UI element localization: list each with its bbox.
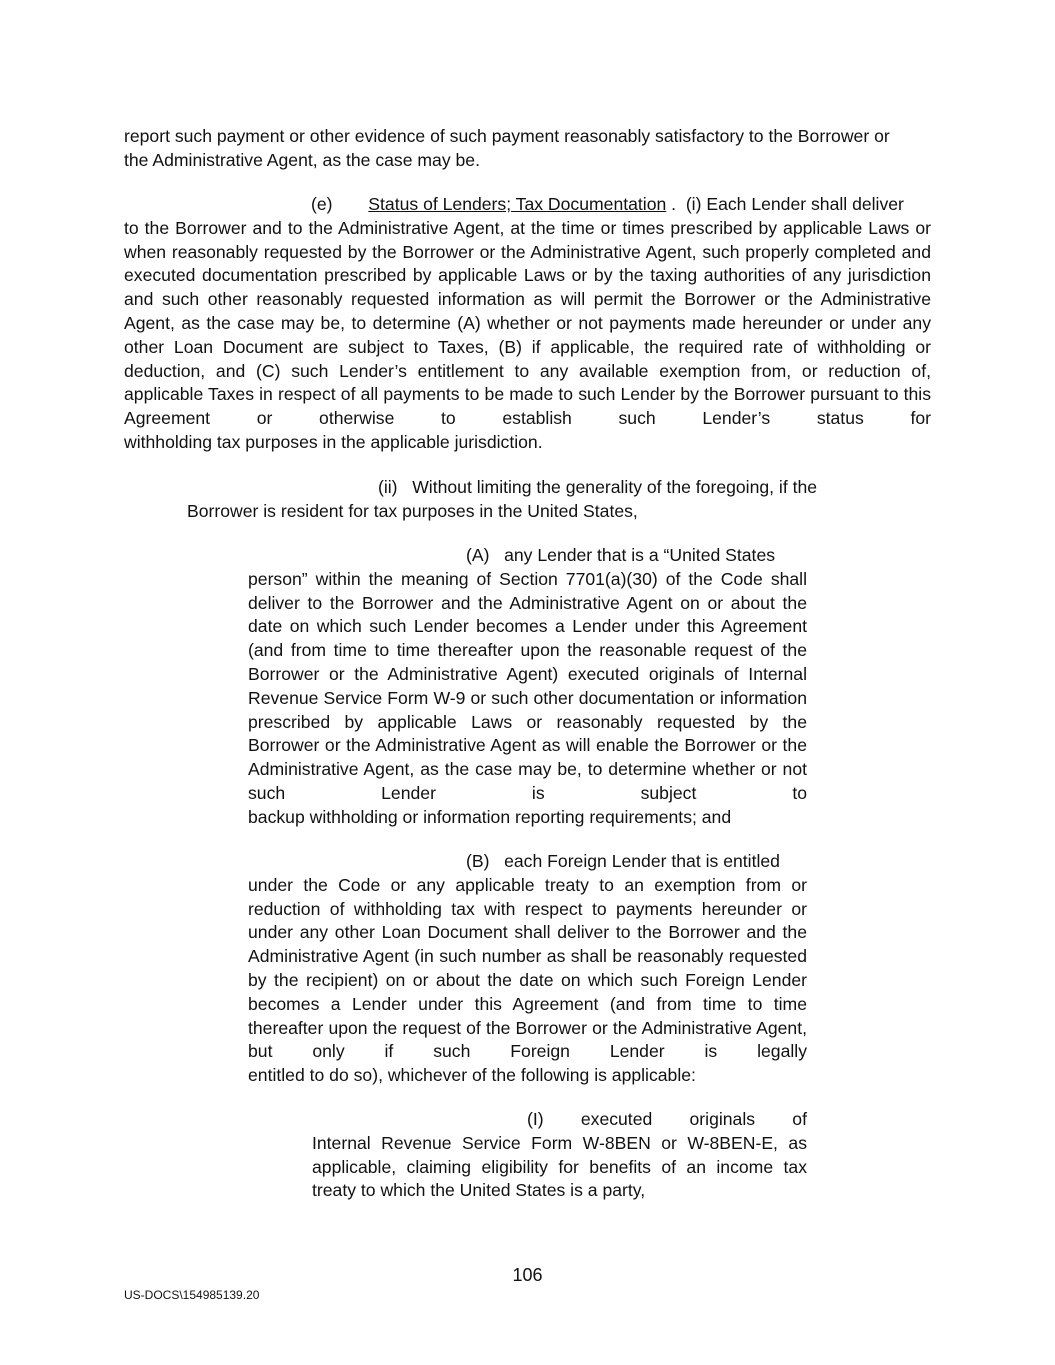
section-b-paragraph xyxy=(248,850,807,1088)
section-i-word-3: of xyxy=(792,1109,807,1129)
section-e-label: (e) xyxy=(311,194,333,214)
document-id: US-DOCS\154985139.20 xyxy=(124,1288,260,1302)
section-a-body: person” within the meaning of Section 7701(a)(30) of the Code shall deliver to the Borrower and the Administrative Agent on or about the date on which such Lender becomes a Lender under this Agreement (and from time to time thereafter upon the reasonable request of the Borrower or the Administrative Agent) executed originals of Internal Revenue Service Form W-9 or such other documentation or information prescribed by applicable Laws or reasonably requested by the Borrower or the Administrative Agent as will enable the Borrower or the Administrative Agent, as the case may be, to determine whether or not such Lender is subject to xyxy=(248,568,807,803)
page-number: 106 xyxy=(512,1265,543,1285)
section-i-word-1: executed xyxy=(580,1109,653,1129)
section-i-label: (I) xyxy=(527,1109,544,1129)
section-e-body: to the Borrower and to the Administrative Agent, at the time or times prescribed by applicable Laws or when reasonably requested by the Borrower or the Administrative Agent, such properly completed and executed documentation prescribed by applicable Laws or by the taxing authorities of any jurisdiction and such other reasonably requested information as will permit the Borrower or the Administrative Agent, as the case may be, to determine (A) whether or not payments made hereunder or under any other Loan Document are subject to Taxes, (B) if applicable, the required rate of withholding or deduction, and (C) such Lender’s entitlement to any available exemption from, or reduction of, applicable Taxes in respect of all payments to be made to such Lender by the Borrower pursuant to this Agreement or otherwise to establish such Lender’s status for xyxy=(124,217,931,429)
section-e-paragraph xyxy=(124,193,931,455)
section-i-last-line: treaty to which the United States is a party, xyxy=(312,1180,646,1201)
section-i-word-2: originals xyxy=(689,1109,756,1129)
section-a-last-line: backup withholding or information reporting requirements; and xyxy=(248,806,732,827)
section-i-body: Internal Revenue Service Form W-8BEN or W-8BEN-E, as applicable, claiming eligibility for benefits of an income tax xyxy=(312,1132,807,1177)
section-a-paragraph xyxy=(248,544,807,830)
section-b-first-line: (B) each Foreign Lender that is entitled xyxy=(466,851,780,871)
section-a-first-line: (A) any Lender that is a “United States xyxy=(466,545,776,565)
section-b-last-line: entitled to do so), whichever of the following is applicable: xyxy=(248,1065,696,1086)
section-e-first-line xyxy=(124,193,931,217)
section-i-first-line xyxy=(312,1108,807,1132)
section-e-heading: Status of Lenders; Tax Documentation xyxy=(368,194,667,214)
intro-line-2: the Administrative Agent, as the case may be. xyxy=(124,149,480,170)
intro-paragraph xyxy=(124,125,931,173)
section-e-first-line-rest: . (i) Each Lender shall deliver xyxy=(671,194,904,214)
intro-line-1: report such payment or other evidence of such payment reasonably satisfactory to the Borrower or xyxy=(124,126,890,146)
section-b-body: under the Code or any applicable treaty to an exemption from or reduction of withholding tax with respect to payments hereunder or under any other Loan Document shall deliver to the Borrower and the Administrative Agent (in such number as shall be reasonably requested by the recipient) on or about the date on which such Foreign Lender becomes a Lender under this Agreement (and from time to time thereafter upon the request of the Borrower or the Administrative Agent, but only if such Foreign Lender is legally xyxy=(248,874,807,1062)
section-i-paragraph xyxy=(312,1108,807,1203)
section-ii-first-line: (ii) Without limiting the generality of the foregoing, if the xyxy=(378,477,818,497)
section-ii-second-line: Borrower is resident for tax purposes in the United States, xyxy=(187,500,638,521)
section-e-last-line: withholding tax purposes in the applicable jurisdiction. xyxy=(124,431,543,452)
section-ii-paragraph xyxy=(187,476,887,524)
